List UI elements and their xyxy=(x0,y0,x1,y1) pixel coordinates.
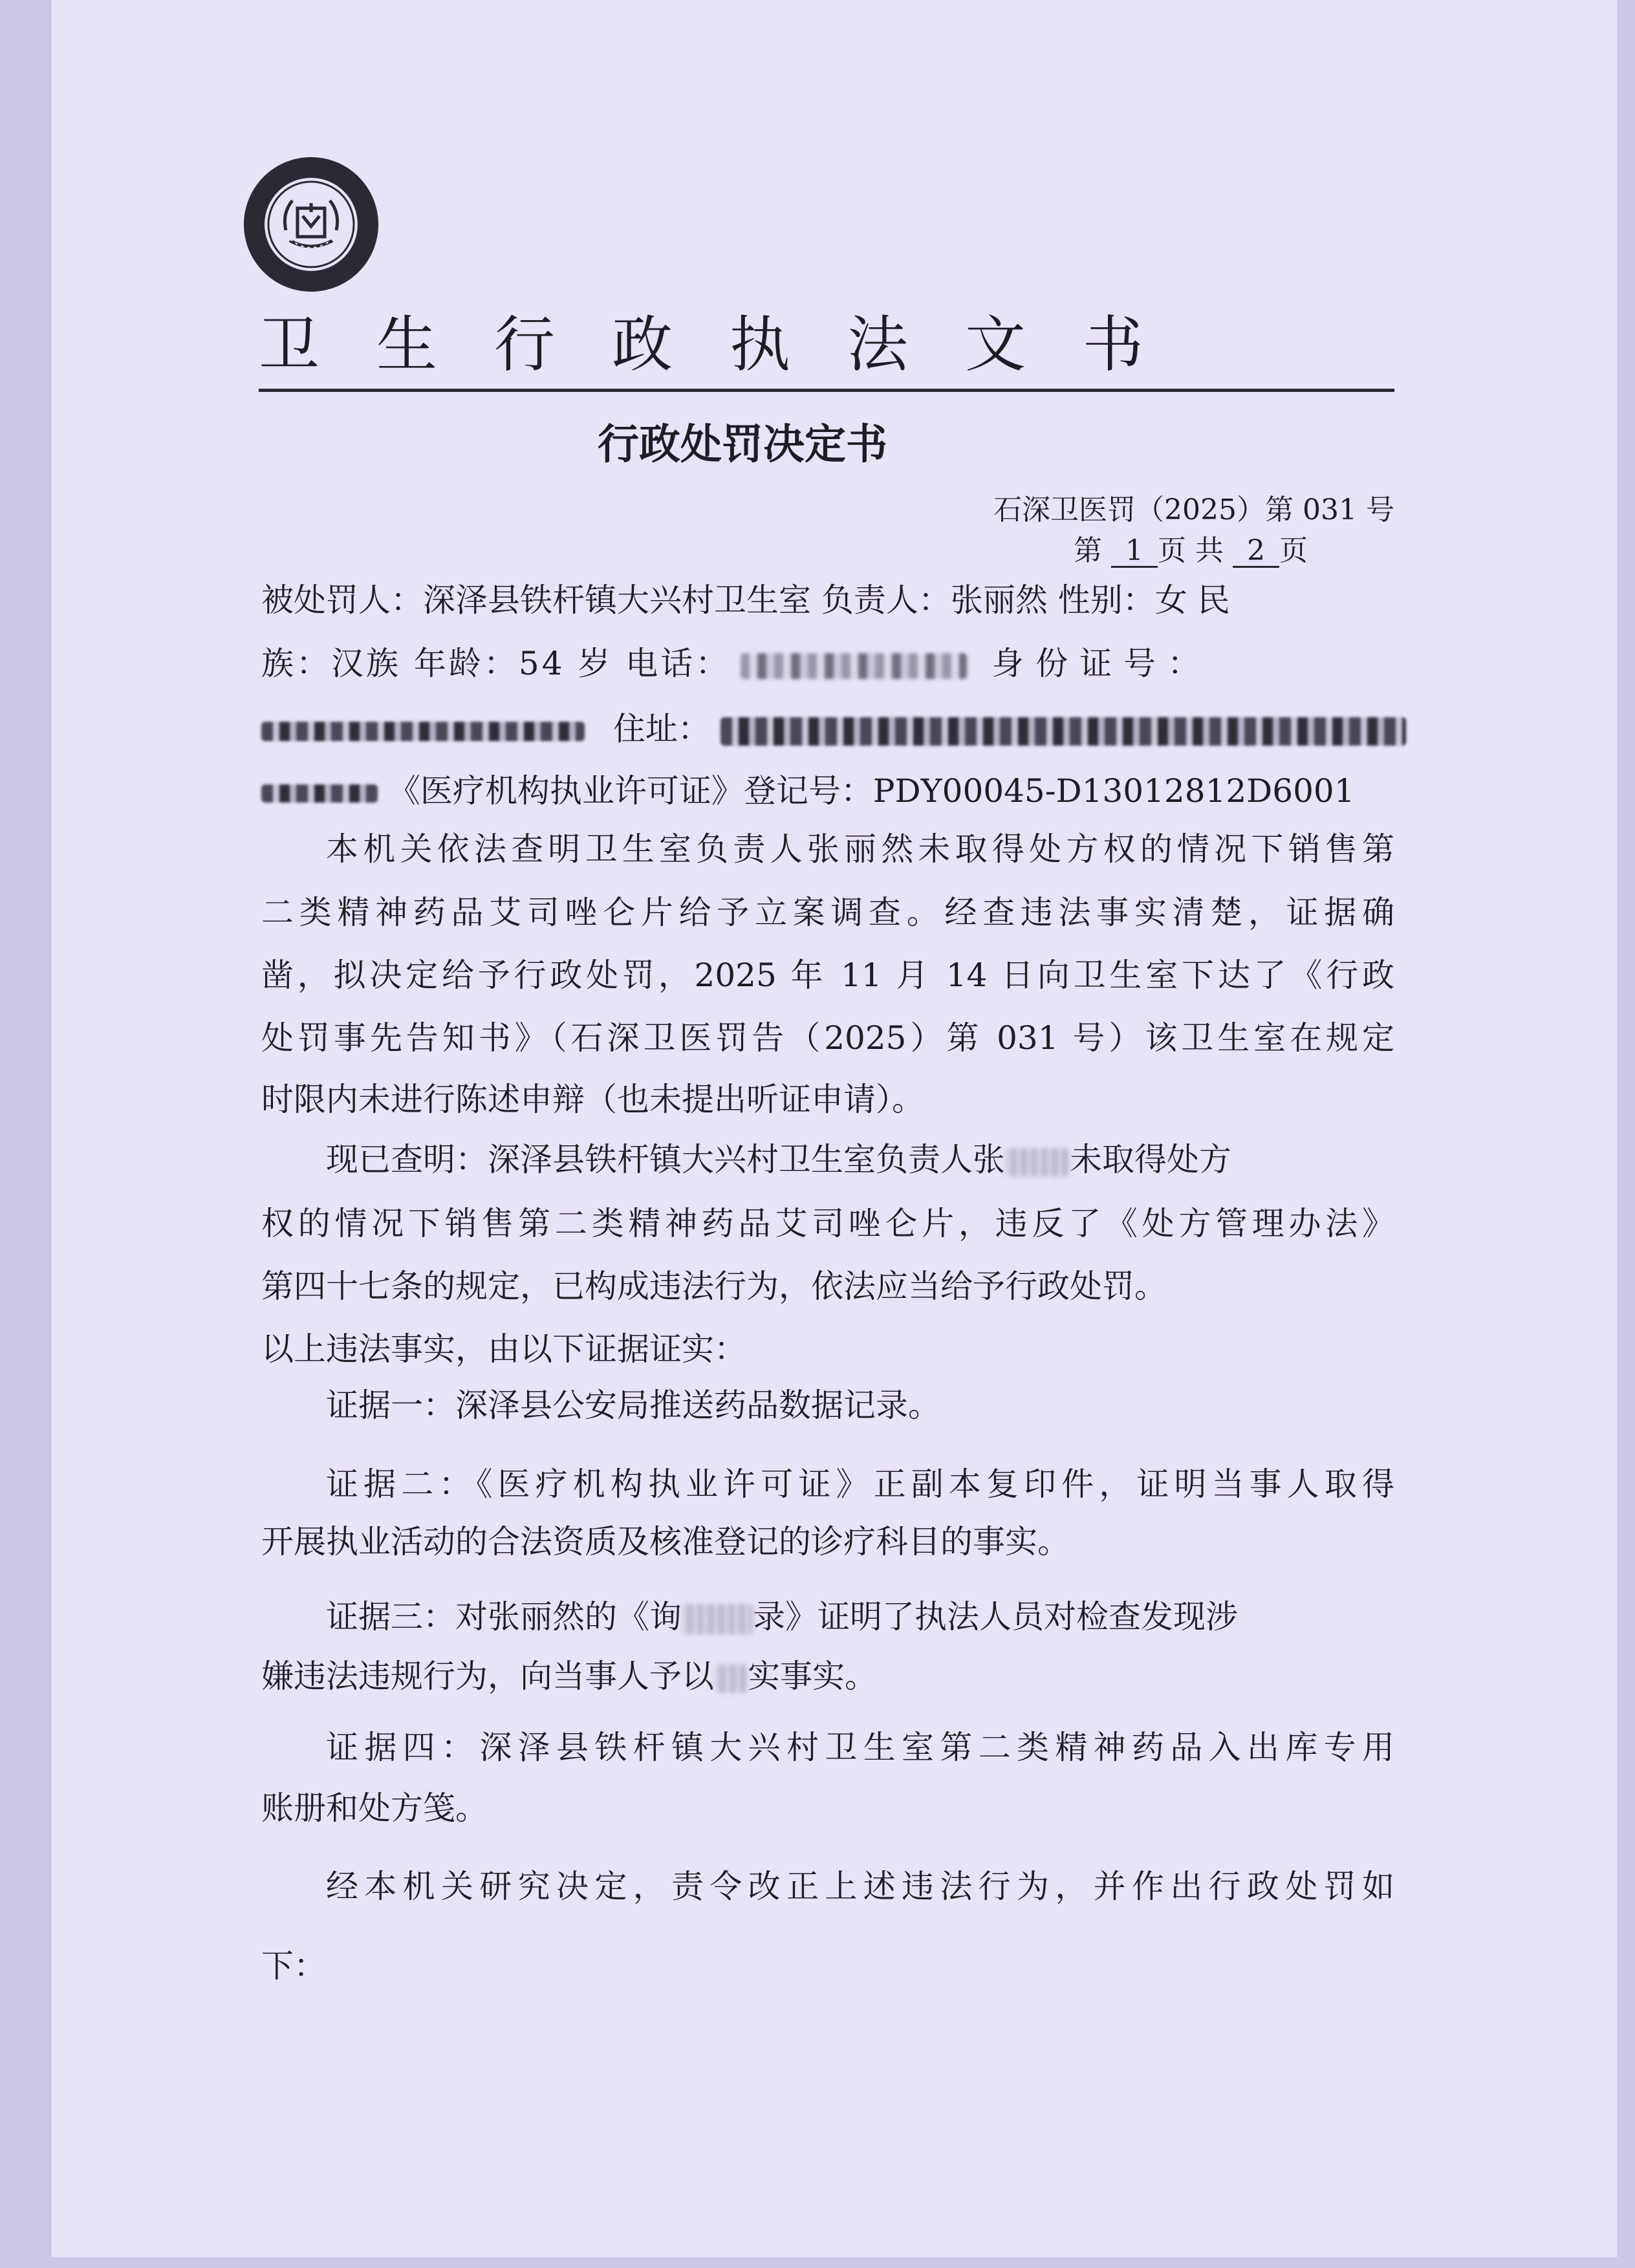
party-ethnicity-age-phone: 族：汉族 年龄：54 岁 电话： xyxy=(261,645,731,682)
party-id-label: 身份证号： xyxy=(991,645,1212,682)
paragraph-2-line-1 xyxy=(261,1140,1394,1179)
paragraph-2-line-2: 权的情况下销售第二类精神药品艾司唑仑片，违反了《处方管理办法》 xyxy=(261,1205,1394,1242)
party-address-label: 住址： xyxy=(612,710,710,748)
redacted-word xyxy=(714,1665,748,1693)
party-line-1: 被处罚人：深泽县铁杆镇大兴村卫生室 负责人：张丽然 性别：女 民 xyxy=(261,581,1230,619)
e3-text-b: 录》证明了执法人员对检查发现涉 xyxy=(753,1598,1238,1636)
page-current: 1 xyxy=(1111,536,1158,568)
paragraph-1-line-3: 凿，拟决定给予行政处罚，2025 年 11 月 14 日向卫生室下达了《行政 xyxy=(261,956,1394,994)
evidence-2-line-2: 开展执业活动的合法资质及核准登记的诊疗科目的事实。 xyxy=(261,1523,1070,1561)
paragraph-1-line-4: 处罚事先告知书》（石深卫医罚告（2025）第 031 号）该卫生室在规定 xyxy=(261,1019,1394,1057)
party-line-4 xyxy=(261,772,1394,810)
paragraph-1-line-1: 本机关依法查明卫生室负责人张丽然未取得处方权的情况下销售第 xyxy=(326,830,1394,868)
decision-line-2: 下： xyxy=(261,1947,326,1985)
evidence-4-line-1: 证据四：深泽县铁杆镇大兴村卫生室第二类精神药品入出库专用 xyxy=(326,1729,1394,1766)
title-divider xyxy=(259,389,1394,392)
redacted-record-word xyxy=(682,1604,753,1635)
redacted-address xyxy=(720,717,1406,746)
redacted-phone xyxy=(741,653,967,679)
party-line-2 xyxy=(261,644,1394,683)
p2-text-b: 未取得处方 xyxy=(1070,1141,1231,1178)
page-total: 2 xyxy=(1233,536,1279,568)
paragraph-2-line-3: 第四十七条的规定，已构成违法行为，依法应当给予行政处罚。 xyxy=(261,1268,1167,1305)
page-suffix: 页 xyxy=(1279,534,1308,567)
evidence-4-line-2: 账册和处方笺。 xyxy=(261,1789,488,1827)
page-middle: 页 共 xyxy=(1158,534,1224,567)
e3-text-d: 实事实。 xyxy=(748,1658,877,1695)
party-line-3 xyxy=(261,709,1394,748)
decision-line-1: 经本机关研究决定，责令改正上述违法行为，并作出行政处罚如 xyxy=(326,1868,1394,1905)
evidence-3-line-2 xyxy=(261,1657,1394,1696)
page-prefix: 第 xyxy=(1074,534,1102,567)
evidence-2-line-1: 证据二：《医疗机构执业许可证》正副本复印件，证明当事人取得 xyxy=(326,1465,1394,1503)
license-number: 《医疗机构执业许可证》登记号：PDY00045-D13012812D6001 xyxy=(387,772,1355,810)
redacted-address-cont xyxy=(261,784,378,803)
redacted-name xyxy=(1005,1148,1070,1176)
document-number: 石深卫医罚（2025）第 031 号 xyxy=(993,493,1394,526)
document-title: 行政处罚决定书 xyxy=(598,420,887,469)
paragraph-1-line-2: 二类精神药品艾司唑仑片给予立案调查。经查违法事实清楚，证据确 xyxy=(261,894,1394,931)
document-category-title: 卫生行政执法文书 xyxy=(259,310,1201,380)
health-inspection-seal-icon xyxy=(241,154,382,295)
e3-text-c: 嫌违法违规行为，向当事人予以 xyxy=(261,1658,714,1695)
evidence-3-line-1 xyxy=(261,1597,1394,1636)
page-indicator xyxy=(1074,527,1308,568)
evidence-intro: 以上违法事实，由以下证据证实： xyxy=(261,1330,746,1368)
evidence-1: 证据一：深泽县公安局推送药品数据记录。 xyxy=(326,1387,940,1424)
paragraph-1-line-5: 时限内未进行陈述申辩（也未提出听证申请）。 xyxy=(261,1081,924,1118)
e3-text-a: 证据三：对张丽然的《询 xyxy=(326,1598,682,1636)
redacted-id-number xyxy=(261,722,585,741)
p2-text-a: 现已查明：深泽县铁杆镇大兴村卫生室负责人张 xyxy=(326,1141,1005,1178)
